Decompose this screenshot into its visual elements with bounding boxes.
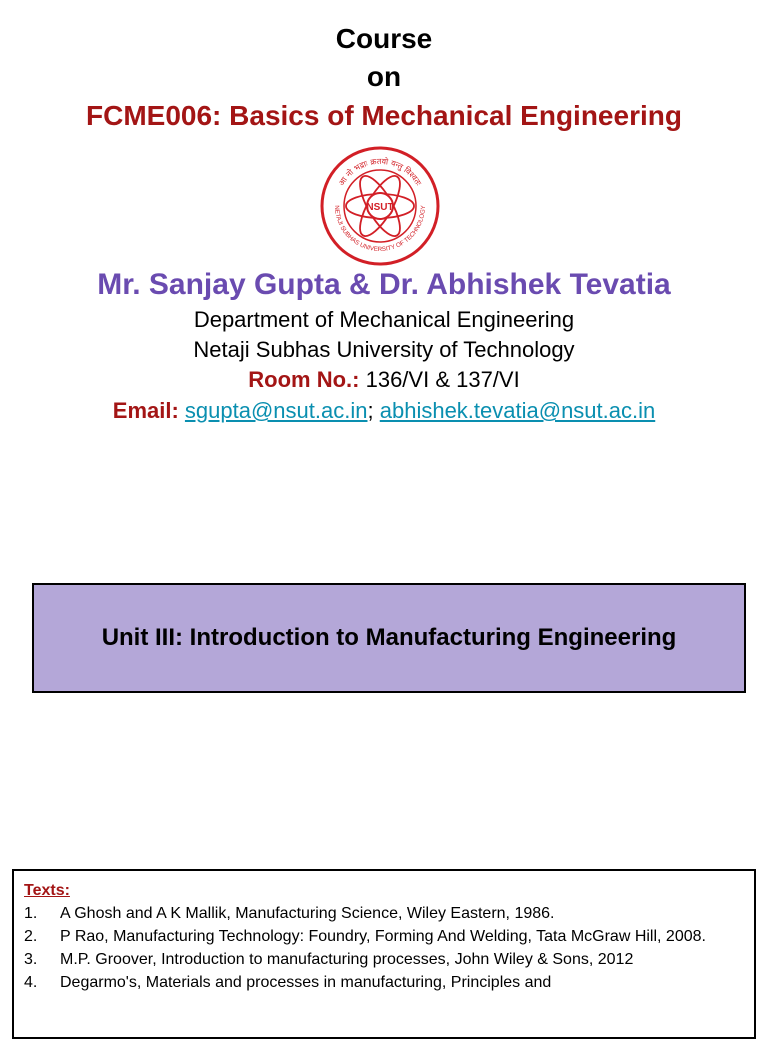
logo-top-text: आ नो भद्राः क्रतवो यन्तु विश्वतः — [336, 156, 424, 188]
course-line: Course — [335, 23, 433, 54]
room-number — [0, 365, 768, 395]
ref-number: 2. — [24, 928, 38, 945]
course-heading — [0, 20, 768, 96]
logo-bottom-text: NETAJI SUBHAS UNIVERSITY OF TECHNOLOGY — [332, 205, 428, 254]
ref-text: P Rao, Manufacturing Technology: Foundry, Forming And Welding, Tata McGraw Hill, 2008. — [60, 928, 706, 945]
logo-center-text: NSUT — [366, 202, 394, 213]
email-label: Email: — [112, 398, 179, 423]
room-label: Room No.: — [248, 367, 360, 392]
ref-text: A Ghosh and A K Mallik, Manufacturing Science, Wiley Eastern, 1986. — [60, 905, 555, 922]
department: Department of Mechanical Engineering — [193, 307, 575, 332]
room-value: 136/VI & 137/VI — [359, 367, 520, 392]
unit-title-box — [32, 583, 746, 693]
university: Netaji Subhas University of Technology — [193, 337, 575, 362]
ref-text: Degarmo's, Materials and processes in manufacturing, Principles and — [60, 974, 552, 991]
authors: Mr. Sanjay Gupta & Dr. Abhishek Tevatia — [97, 268, 671, 301]
texts-heading: Texts: — [24, 882, 70, 899]
list-item — [24, 948, 744, 971]
texts-box — [12, 869, 756, 1039]
svg-text:आ नो भद्राः क्रतवो यन्तु विश्व — [337, 156, 423, 188]
ref-number: 3. — [24, 951, 38, 968]
list-item — [24, 925, 744, 948]
list-item — [24, 971, 744, 994]
email-separator: ; — [367, 398, 374, 423]
ref-text: M.P. Groover, Introduction to manufacturing processes, John Wiley & Sons, 2012 — [60, 951, 634, 968]
nsut-logo — [317, 143, 443, 269]
ref-number: 4. — [24, 974, 38, 991]
on-line: on — [366, 61, 402, 92]
unit-title: Unit III: Introduction to Manufacturing Engineering — [101, 624, 677, 651]
list-item — [24, 902, 744, 925]
email-line — [0, 396, 768, 426]
ref-number: 1. — [24, 905, 38, 922]
email-link-tevatia[interactable]: abhishek.tevatia@nsut.ac.in — [379, 398, 656, 423]
course-title: FCME006: Basics of Mechanical Engineering — [86, 100, 682, 131]
email-link-sgupta[interactable]: sgupta@nsut.ac.in — [184, 398, 368, 423]
